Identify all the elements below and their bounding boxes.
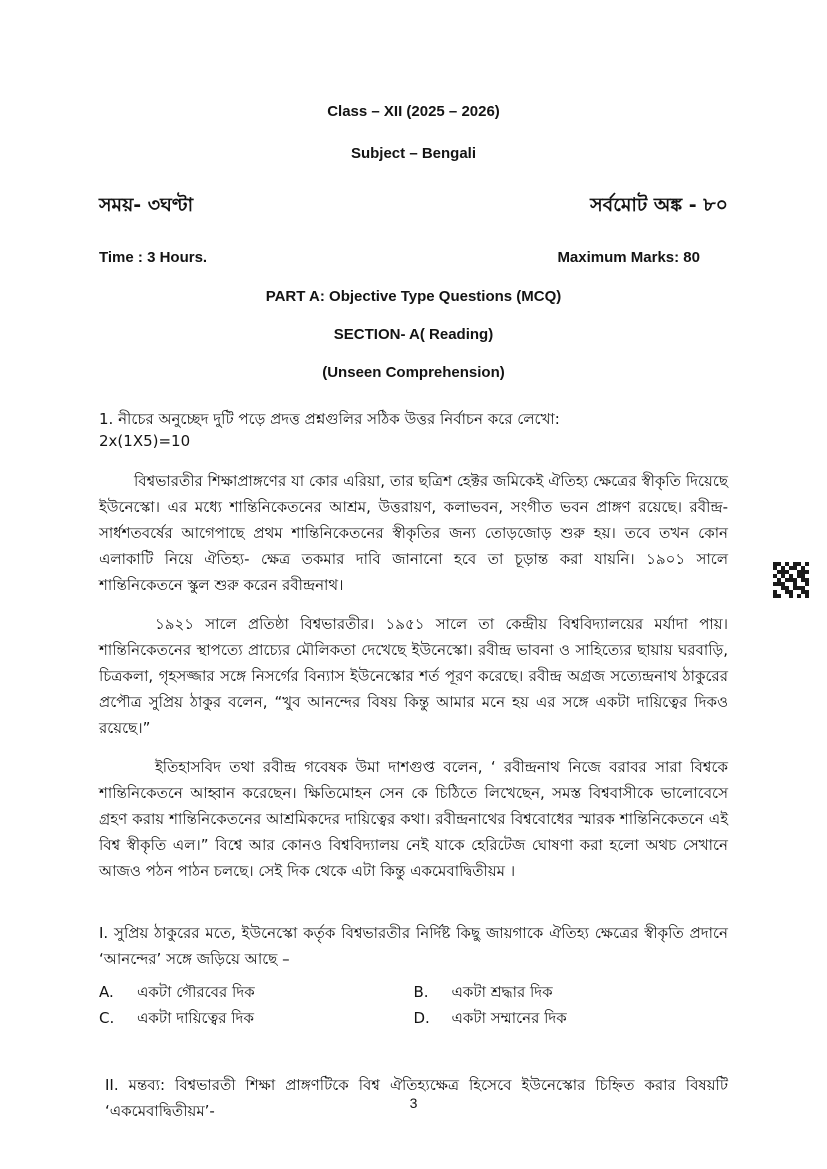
page-number: 3 <box>409 1095 418 1111</box>
option-A <box>99 980 414 1004</box>
option-B <box>414 980 729 1004</box>
maximum-marks-english: Maximum Marks: 80 <box>557 249 700 266</box>
question-1-marks-scheme: 2x(1X5)=10 <box>99 432 191 450</box>
subject-title: Subject – Bengali <box>350 145 477 162</box>
question-I-block <box>99 920 728 1030</box>
option-C <box>99 1006 414 1030</box>
option-A-text: একটা গৌরবের দিক <box>137 983 255 1001</box>
class-title: Class – XII (2025 – 2026) <box>327 103 500 120</box>
question-I-text: I. সুপ্রিয় ঠাকুরের মতে, ইউনেস্কো কর্তৃক বিশ্বভারতীর নির্দিষ্ট কিছু জায়গাকে ঐতিহ্য ক্ষেত্রের স্বীকৃতি প্রদানে ‘আনন্দের’ সঙ্গে জড়িয়ে আছে – <box>99 924 728 968</box>
section-a-heading: SECTION- A( Reading) <box>333 326 494 343</box>
option-D <box>414 1006 729 1030</box>
option-D-text: একটা সম্মানের দিক <box>451 1009 567 1027</box>
time-bengali: সময়- ৩ঘণ্টা <box>99 194 194 216</box>
question-1-instruction: 1. নীচের অনুচ্ছেদ দুটি পড়ে প্রদত্ত প্রশ্নগুলির সঠিক উত্তর নির্বাচন করে লেখো: <box>99 410 560 428</box>
time-marks-row-bengali <box>99 191 728 223</box>
total-marks-bengali: সর্বমোট অঙ্ক - ৮০ <box>590 194 728 216</box>
passage-paragraph-1: বিশ্বভারতীর শিক্ষাপ্রাঙ্গণের যা কোর এরিয়া, তার ছত্রিশ হেক্টর জমিকেই ঐতিহ্য ক্ষেত্রের স্বীকৃতি দিয়েছে ইউনেস্কো। এর মধ্যে শান্তিনিকেতনের আশ্রম, উত্তরায়ণ, কলাভবন, সংগীত ভবন প্রাঙ্গণ রয়েছে। রবীন্দ্র- সার্ধশতবর্ষের আগেপাছে প্রথম শান্তিনিকেতনের স্বীকৃতির জন্য তোড়জোড় শুরু হয়। তবে তখন কোন এলাকাটি নিয়ে ঐতিহ্য- ক্ষেত্র তকমার দাবি জানানো হবে তা চূড়ান্ত করা যায়নি। ১৯০১ সালে শান্তিনিকেতনে স্কুল শুরু করেন রবীন্দ্রনাথ। <box>99 472 728 594</box>
unseen-comprehension-heading: (Unseen Comprehension) <box>322 364 505 381</box>
question-I-options <box>99 980 728 1030</box>
qr-code-icon <box>773 562 809 598</box>
passage-paragraph-3: ইতিহাসবিদ তথা রবীন্দ্র গবেষক উমা দাশগুপ্ত বলেন, ‘ রবীন্দ্রনাথ নিজে বরাবর সারা বিশ্বকে শান্তিনিকেতনে আহ্বান করেছেন। ক্ষিতিমোহন সেন কে চিঠিতে লিখেছেন, সমস্ত বিশ্ববাসীকে ভালোবেসে গ্রহণ করায় শান্তিনিকেতনের আশ্রমিকদের দায়িত্বের কথা। রবীন্দ্রনাথের বিশ্ববোধের স্মারক শান্তিনিকেতনে এই বিশ্ব স্বীকৃতি এল।” বিশ্বে আর কোনও বিশ্ববিদ্যালয় নেই যাকে হেরিটেজ ঘোষণা করা হলো অথচ সেখানে আজও পঠন পাঠন চলছে। সেই দিক থেকে এটা কিন্তু একমেবাদ্বিতীয়ম । <box>99 758 728 880</box>
option-C-text: একটা দায়িত্বের দিক <box>137 1009 254 1027</box>
part-a-heading: PART A: Objective Type Questions (MCQ) <box>265 288 562 305</box>
option-B-text: একটা শ্রদ্ধার দিক <box>451 983 553 1001</box>
option-A-key: A. <box>99 983 114 1001</box>
question-II-text: II. মন্তব্য: বিশ্বভারতী শিক্ষা প্রাঙ্গণটিকে বিশ্ব ঐতিহ্যক্ষেত্র হিসেবে ইউনেস্কোর চিহ্নিত করার বিষয়টি ‘একমেবাদ্বিতীয়ম’- <box>105 1076 728 1120</box>
option-B-key: B. <box>413 983 429 1001</box>
option-D-key: D. <box>413 1009 430 1027</box>
passage-paragraph-2: ১৯২১ সালে প্রতিষ্ঠা বিশ্বভারতীর। ১৯৫১ সালে তা কেন্দ্রীয় বিশ্ববিদ্যালয়ের মর্যাদা পায়। শান্তিনিকেতনের স্থাপত্যে প্রাচ্যের মৌলিকতা দেখেছে ইউনেস্কো। রবীন্দ্র ভাবনা ও সাহিত্যের ছায়ায় ঘরবাড়ি, চিত্রকলা, গৃহসজ্জার সঙ্গে নিসর্গের বিন্যাস ইউনেস্কোর শর্ত পূরণ করেছে। রবীন্দ্র অগ্রজ সত্যেন্দ্রনাথ ঠাকুরের প্রপৌত্র সুপ্রিয় ঠাকুর বলেন, “খুব আনন্দের বিষয় কিন্তু আমার মনে হয় এর সঙ্গে একটা দায়িত্বের দিকও রয়েছে।” <box>99 615 728 737</box>
option-C-key: C. <box>99 1009 115 1027</box>
time-english: Time : 3 Hours. <box>99 249 208 266</box>
time-marks-row-english <box>99 249 728 266</box>
